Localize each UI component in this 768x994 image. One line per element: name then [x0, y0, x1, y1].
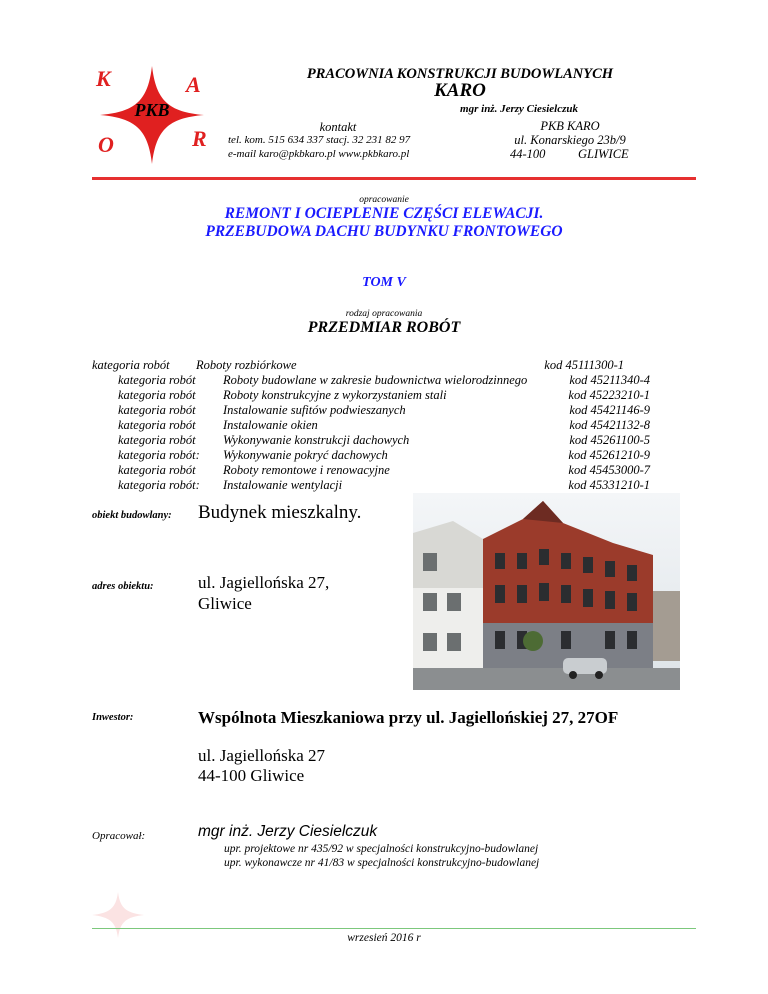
category-code: kod 45453000-7 — [568, 463, 650, 477]
document-type: PRZEDMIAR ROBÓT — [307, 319, 461, 336]
author-label: Opracował: — [92, 830, 146, 842]
address-city: GLIWICE — [578, 147, 629, 161]
category-name: Wykonywanie konstrukcji dachowych — [223, 433, 410, 447]
work-categories — [0, 358, 768, 498]
footer-date: wrzesień 2016 r — [347, 932, 421, 944]
category-code: kod 45331210-1 — [568, 478, 650, 492]
category-code: kod 45211340-4 — [569, 373, 650, 387]
category-name: Instalowanie okien — [223, 418, 318, 432]
category-code: kod 45111300-1 — [544, 358, 624, 372]
category-label: kategoria robót — [118, 418, 196, 432]
address-postcode: 44-100 — [510, 147, 546, 161]
category-label: kategoria robót — [118, 388, 196, 402]
company-name: KARO — [434, 80, 486, 101]
building-photo-drawing — [413, 493, 680, 690]
document-type-label: rodzaj opracowania — [345, 309, 423, 319]
title-line1: REMONT I OCIEPLENIE CZĘŚCI ELEWACJI. — [224, 205, 544, 222]
address-line1: ul. Jagiellońska 27, — [198, 573, 330, 592]
title-line2: PRZEBUDOWA DACHU BUDYNKU FRONTOWEGO — [205, 223, 563, 240]
category-code: kod 45261100-5 — [569, 433, 650, 447]
object-label: obiekt budowlany: — [92, 510, 172, 521]
category-name: Instalowanie sufitów podwieszanych — [223, 403, 406, 417]
category-name: Roboty konstrukcyjne z wykorzystaniem stali — [223, 388, 447, 402]
logo-letter-o: O — [98, 132, 114, 157]
category-name: Roboty rozbiórkowe — [196, 358, 297, 372]
logo-letter-a: A — [186, 72, 201, 97]
author-license1: upr. projektowe nr 435/92 w specjalności konstrukcyjno-budowlanej — [224, 843, 539, 855]
footer-divider — [92, 928, 696, 929]
logo-center-text: PKB — [134, 100, 170, 120]
category-label: kategoria robót: — [118, 478, 200, 492]
building-photo — [413, 493, 680, 690]
object-value: Budynek mieszkalny. — [198, 502, 362, 523]
address-line2: Gliwice — [198, 594, 252, 613]
investor-name: Wspólnota Mieszkaniowa przy ul. Jagiellońskiej 27, 27OF — [198, 708, 619, 727]
category-name: Roboty budowlane w zakresie budownictwa wielorodzinnego — [223, 373, 528, 387]
category-code: kod 45421132-8 — [569, 418, 650, 432]
address-street: ul. Konarskiego 23b/9 — [514, 133, 626, 147]
category-label: kategoria robót — [92, 358, 170, 372]
investor-label: Inwestor: — [92, 712, 134, 723]
author-license2: upr. wykonawcze nr 41/83 w specjalności konstrukcyjno-budowlanej — [224, 857, 540, 869]
contact-heading: kontakt — [319, 120, 357, 134]
contact-email: e-mail karo@pkbkaro.pl www.pkbkaro.pl — [228, 148, 410, 160]
title-label: opracowanie — [359, 195, 409, 205]
category-label: kategoria robót — [118, 433, 196, 447]
category-code: kod 45421146-9 — [569, 403, 650, 417]
investor-city: 44-100 Gliwice — [198, 766, 305, 785]
category-label: kategoria robót: — [118, 448, 200, 462]
investor-street: ul. Jagiellońska 27 — [198, 746, 326, 765]
volume-title: TOM V — [362, 275, 406, 290]
category-label: kategoria robót — [118, 403, 196, 417]
category-name: Roboty remontowe i renowacyjne — [223, 463, 390, 477]
header-divider — [92, 177, 696, 180]
company-owner: mgr inż. Jerzy Ciesielczuk — [460, 103, 578, 115]
logo-letter-k: K — [96, 66, 111, 91]
logo-letter-r: R — [192, 126, 207, 151]
company-logo — [92, 60, 212, 170]
category-code: kod 45223210-1 — [568, 388, 650, 402]
category-label: kategoria robót — [118, 373, 196, 387]
contact-phone: tel. kom. 515 634 337 stacj. 32 231 82 97 — [228, 134, 411, 146]
category-label: kategoria robót — [118, 463, 196, 477]
category-code: kod 45261210-9 — [568, 448, 650, 462]
author-name: mgr inż. Jerzy Ciesielczuk — [198, 823, 378, 840]
category-name: Wykonywanie pokryć dachowych — [223, 448, 388, 462]
company-line1: PRACOWNIA KONSTRUKCJI BUDOWLANYCH — [306, 66, 614, 82]
address-label: adres obiektu: — [92, 581, 154, 592]
category-name: Instalowanie wentylacji — [223, 478, 343, 492]
address-company-name: PKB KARO — [540, 119, 600, 133]
